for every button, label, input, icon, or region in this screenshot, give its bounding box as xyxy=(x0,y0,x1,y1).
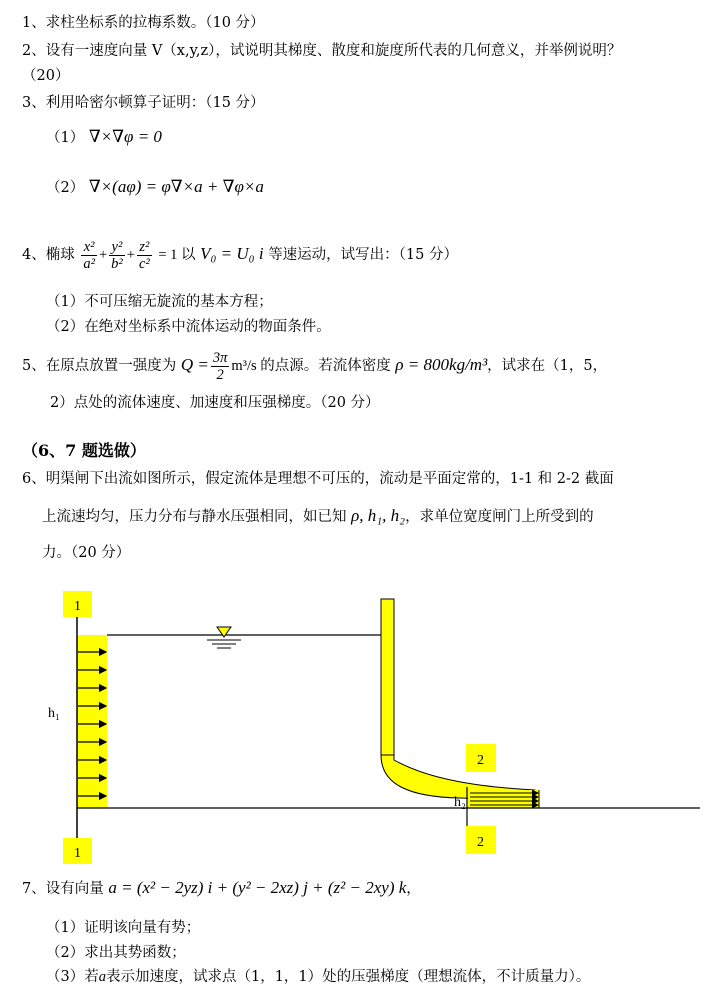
formula: ∇×(aφ) = φ∇×a + ∇φ×a xyxy=(88,177,264,196)
question-prefix: 7、设有向量 xyxy=(22,881,104,897)
section-title: （6、7 题选做） xyxy=(22,441,146,460)
denominator: c² xyxy=(138,255,150,272)
vector-formula: a = (x² − 2yz) i + (y² − 2xz) j + (z² − 2xy) k xyxy=(108,878,407,897)
question-prefix: 4、椭球 xyxy=(22,247,75,263)
formula: ∇×∇φ = 0 xyxy=(88,127,162,146)
text-segment: 上流速均匀，压力分布与静水压强相同，如已知 xyxy=(42,509,347,525)
question-4-part-2: （2）在绝对坐标系中流体运动的物面条件。 xyxy=(46,319,331,335)
numerator: x² xyxy=(81,239,97,256)
text-segment: （3）若 xyxy=(46,969,99,985)
label-1-top: 1 xyxy=(74,599,81,614)
question-7-part-3 xyxy=(46,967,590,987)
source-strength: Q = xyxy=(180,355,209,374)
question-3: 3、利用哈密尔顿算子证明：（15 分） xyxy=(22,95,265,111)
equation-tail: = 1 以 xyxy=(158,247,196,263)
given-variables: ρ, h₁, h₂ xyxy=(351,506,406,525)
label-h2: h₂ xyxy=(454,795,466,810)
question-6-line-1: 6、明渠闸下出流如图所示，假定流体是理想不可压的，流动是平面定常的，1-1 和 2-2 截面 xyxy=(22,471,614,487)
density-formula: ρ = 800kg/m³ xyxy=(395,355,488,374)
question-2-line-2: （20） xyxy=(22,68,70,84)
numerator: y² xyxy=(109,239,125,256)
question-2-line-1: 2、设有一速度向量 V（x,y,z），试说明其梯度、散度和旋度所代表的几何意义，并举例说明？ xyxy=(22,43,622,59)
unit-text: m³/s 的点源。若流体密度 xyxy=(231,358,391,374)
text-segment: 表示加速度，试求点（1，1，1）处的压强梯度（理想流体，不计质量力）。 xyxy=(105,969,591,985)
question-4-part-1: （1）不可压缩无旋流的基本方程； xyxy=(46,294,273,310)
numerator: 3π xyxy=(212,349,228,366)
part-label: （2） xyxy=(46,180,85,196)
question-suffix: ， xyxy=(406,881,421,897)
denominator: b² xyxy=(111,255,123,272)
text-segment: ，求单位宽度闸门上所受到的 xyxy=(405,509,594,525)
label-2-top: 2 xyxy=(477,753,484,768)
water-level-symbol xyxy=(207,627,241,648)
question-prefix: 5、在原点放置一强度为 xyxy=(22,358,177,374)
velocity-formula: V₀ = U₀ i xyxy=(200,244,264,263)
sluice-gate xyxy=(381,599,394,755)
denominator: 2 xyxy=(216,366,224,383)
numerator: z² xyxy=(137,239,152,256)
question-6-line-3: 力。（20 分） xyxy=(42,545,131,561)
question-7-part-1: （1）证明该向量有势； xyxy=(46,920,201,936)
question-7 xyxy=(22,878,421,899)
question-4: 4、椭球 $\frac{\text{x²}}{\text{a²}}$ + $\frac{\text{y²}}{\text{b²}}$ + $\frac{\text{z²}}{\text{c²}}$ = 1 以 V₀ = U₀ i 等速运动，试写出：（15 分） xyxy=(22,238,458,272)
question-suffix: ，试求在（1，5， xyxy=(487,358,608,374)
variable-a: a xyxy=(98,969,106,985)
part-label: （1） xyxy=(46,130,85,146)
question-1: 1、求柱坐标系的拉梅系数。（10 分） xyxy=(22,15,265,31)
label-h1: h₁ xyxy=(48,706,60,721)
question-suffix: 等速运动，试写出：（15 分） xyxy=(268,247,458,263)
label-2-bottom: 2 xyxy=(477,835,484,850)
upstream-pressure-region xyxy=(77,635,107,808)
question-5-line-2: 2）点处的流体速度、加速度和压强梯度。（20 分） xyxy=(50,395,380,411)
question-7-part-2: （2）求出其势函数； xyxy=(46,945,186,961)
denominator: a² xyxy=(83,255,95,272)
label-1-bottom: 1 xyxy=(74,846,81,861)
